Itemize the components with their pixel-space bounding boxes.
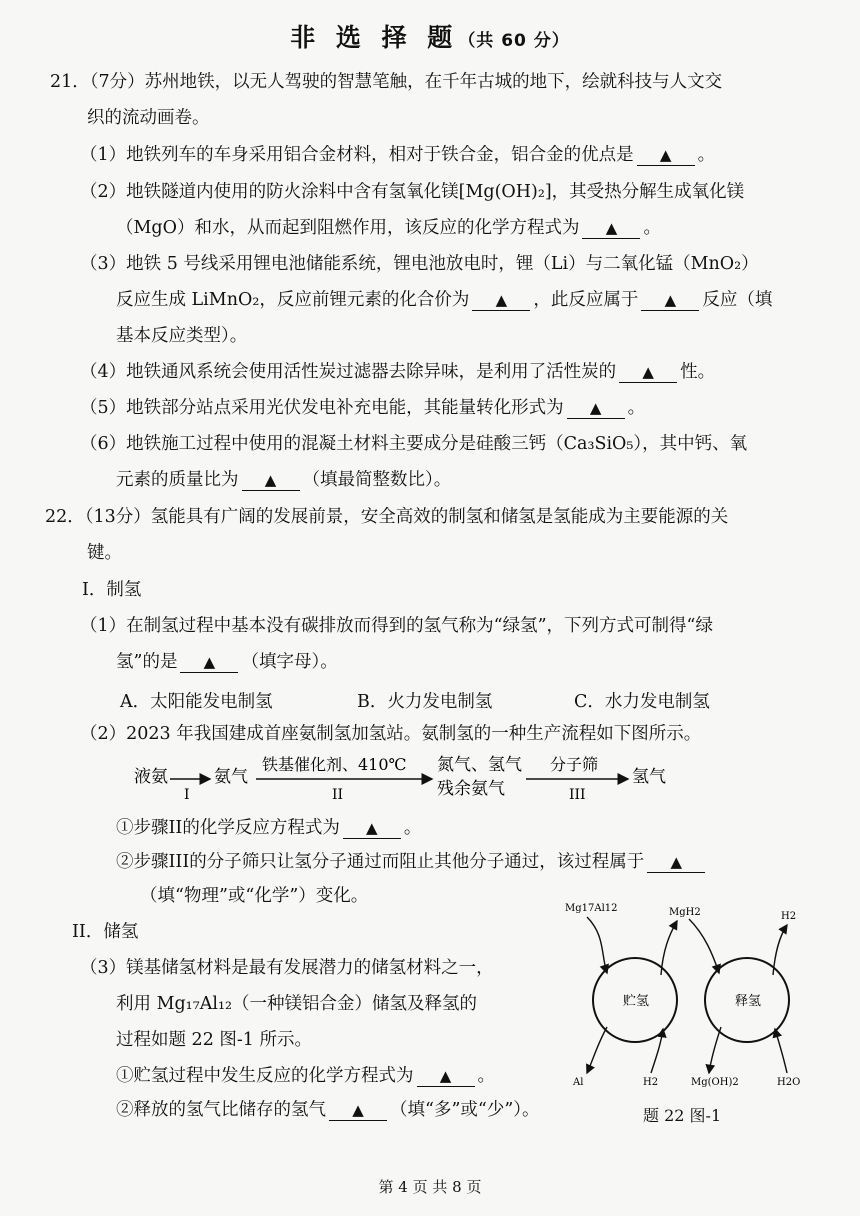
section-title-score: （共 60 分） (458, 31, 570, 51)
answer-blank[interactable] (417, 1067, 475, 1087)
storage-label: 贮氢 (623, 994, 650, 1009)
flow-step-1: I (184, 787, 190, 803)
hydrogen-cycle-figure (565, 895, 815, 1095)
triangle-mark: ▲ (589, 399, 602, 417)
answer-blank[interactable] (637, 146, 695, 166)
q21-part6-line1: （6）地铁施工过程中使用的混凝土材料主要成分是硅酸三钙（Ca₃SiO₅），其中钙、氧 (80, 434, 748, 454)
label-h2o: H2O (777, 1077, 801, 1088)
flow-condition-2: 铁基催化剂、410℃ (262, 755, 407, 774)
triangle-mark: ▲ (352, 1101, 364, 1119)
answer-blank[interactable] (582, 219, 640, 239)
label-h2-out: H2 (781, 911, 797, 922)
q22-intro-line2: 键。 (87, 543, 122, 563)
ammonia-flow-diagram (132, 752, 692, 808)
section-title-main: 非 选 择 题 (290, 23, 459, 52)
q22-part3-line2: 利用 Mg₁₇Al₁₂（一种镁铝合金）储氢及释氢的 (116, 994, 477, 1014)
q22-part3-line3: 过程如题 22 图-1 所示。 (116, 1030, 313, 1050)
flow-node-liquid-ammonia: 液氨 (134, 767, 168, 787)
triangle-mark: ▲ (605, 219, 618, 237)
arrow-mgh2-out (661, 921, 677, 975)
q21-part3-line3: 基本反应类型）。 (116, 326, 248, 346)
flow-condition-3: 分子筛 (550, 755, 599, 774)
q21-part5: （5）地铁部分站点采用光伏发电补充电能，其能量转化形式为 ▲ 。 (80, 398, 646, 418)
answer-blank[interactable] (641, 291, 699, 311)
page-number: 第 4 页 共 8 页 (378, 1178, 482, 1196)
answer-blank[interactable] (242, 471, 300, 491)
triangle-mark: ▲ (264, 471, 277, 489)
arrow-mgh2-in (689, 919, 719, 973)
label-h2-in: H2 (643, 1077, 659, 1088)
flow-node-hydrogen: 氢气 (632, 767, 666, 787)
q21-part3-line1: （3）地铁 5 号线采用锂电池储能系统，锂电池放电时，锂（Li）与二氧化锰（MnO₂） (80, 254, 759, 274)
triangle-mark: ▲ (439, 1067, 452, 1085)
triangle-mark: ▲ (203, 653, 216, 671)
q22-section2-heading: II．储氢 (72, 922, 139, 942)
q21-intro-line2: 织的流动画卷。 (87, 108, 210, 128)
q22-part2-sub2-line1: ②步骤III的分子筛只让氢分子通过而阻止其他分子通过，该过程属于 ▲ (116, 852, 708, 873)
triangle-mark: ▲ (664, 291, 677, 309)
label-mg17al12: Mg17Al12 (565, 903, 618, 914)
q21-part2-line1: （2）地铁隧道内使用的防火涂料中含有氢氧化镁[Mg(OH)₂]，其受热分解生成氧化镁 (80, 182, 745, 202)
q22-part1-line2: 氢”的是 ▲ （填字母）。 (116, 652, 338, 672)
section-title (0, 18, 860, 54)
q21-part3-line2: 反应生成 LiMnO₂，反应前锂元素的化合价为 ▲ ，此反应属于 ▲ 反应（填 (116, 290, 773, 310)
release-label: 释氢 (735, 994, 762, 1009)
triangle-mark: ▲ (495, 291, 508, 309)
flow-step-2: II (332, 787, 344, 803)
option-a[interactable]: A．太阳能发电制氢 (120, 692, 273, 712)
figure-caption: 题 22 图-1 (643, 1106, 722, 1125)
triangle-mark: ▲ (642, 363, 654, 381)
triangle-mark: ▲ (659, 146, 672, 164)
answer-blank[interactable] (180, 653, 238, 673)
q22-part3-sub1: ①贮氢过程中发生反应的化学方程式为 ▲ 。 (116, 1066, 495, 1086)
q22-part2-sub2-line2: （填“物理”或“化学”）变化。 (140, 886, 369, 906)
q21-part1: （1）地铁列车的车身采用铝合金材料，相对于铁合金，铝合金的优点是 ▲ 。 (80, 145, 716, 165)
triangle-mark: ▲ (366, 819, 378, 837)
answer-blank[interactable] (472, 291, 530, 311)
q22-part3-sub2: ②释放的氢气比储存的氢气 ▲ （填“多”或“少”）。 (116, 1100, 540, 1120)
q21-intro-line1: 21．（7分）苏州地铁，以无人驾驶的智慧笔触，在千年古城的地下，绘就科技与人文交 (50, 72, 723, 92)
q22-intro-line1: 22．（13分）氢能具有广阔的发展前景，安全高效的制氢和储氢是氢能成为主要能源的关 (45, 507, 729, 527)
answer-blank[interactable] (343, 819, 401, 839)
flow-node-mixture-1: 氮气、氢气 (437, 755, 522, 775)
q21-part2-line2: （MgO）和水，从而起到阻燃作用，该反应的化学方程式为 ▲ 。 (116, 218, 661, 238)
q21-part6-line2: 元素的质量比为 ▲ （填最简整数比）。 (116, 470, 452, 490)
label-mgh2: MgH2 (669, 907, 701, 918)
label-al: Al (573, 1077, 584, 1088)
answer-blank[interactable] (647, 853, 705, 873)
flow-step-3: III (569, 787, 586, 803)
q22-part2: （2）2023 年我国建成首座氨制氢加氢站。氨制氢的一种生产流程如下图所示。 (80, 724, 702, 744)
triangle-mark: ▲ (670, 853, 683, 871)
answer-blank[interactable] (619, 363, 677, 383)
label-mgoh2: Mg(OH)2 (691, 1077, 739, 1088)
q22-part2-sub1: ①步骤II的化学反应方程式为 ▲ 。 (116, 818, 422, 838)
q21-part4: （4）地铁通风系统会使用活性炭过滤器去除异味，是利用了活性炭的 ▲ 性。 (80, 362, 716, 382)
q22-part1-line1: （1）在制氢过程中基本没有碳排放而得到的氢气称为“绿氢”，下列方式可制得“绿 (80, 616, 713, 636)
answer-blank[interactable] (329, 1101, 387, 1121)
answer-blank[interactable] (567, 399, 625, 419)
arrow-mg17al12-in (587, 917, 607, 973)
arrow-h2o-in (775, 1029, 787, 1073)
q22-section1-heading: I．制氢 (82, 580, 142, 600)
arrow-al-out (587, 1027, 607, 1073)
q22-part3-line1: （3）镁基储氢材料是最有发展潜力的储氢材料之一， (80, 958, 494, 978)
flow-node-ammonia-gas: 氨气 (214, 767, 248, 787)
flow-node-mixture-2: 残余氨气 (437, 779, 505, 799)
arrow-mgoh2-out (709, 1027, 721, 1073)
option-c[interactable]: C．水力发电制氢 (574, 692, 710, 712)
option-b[interactable]: B．火力发电制氢 (357, 692, 493, 712)
